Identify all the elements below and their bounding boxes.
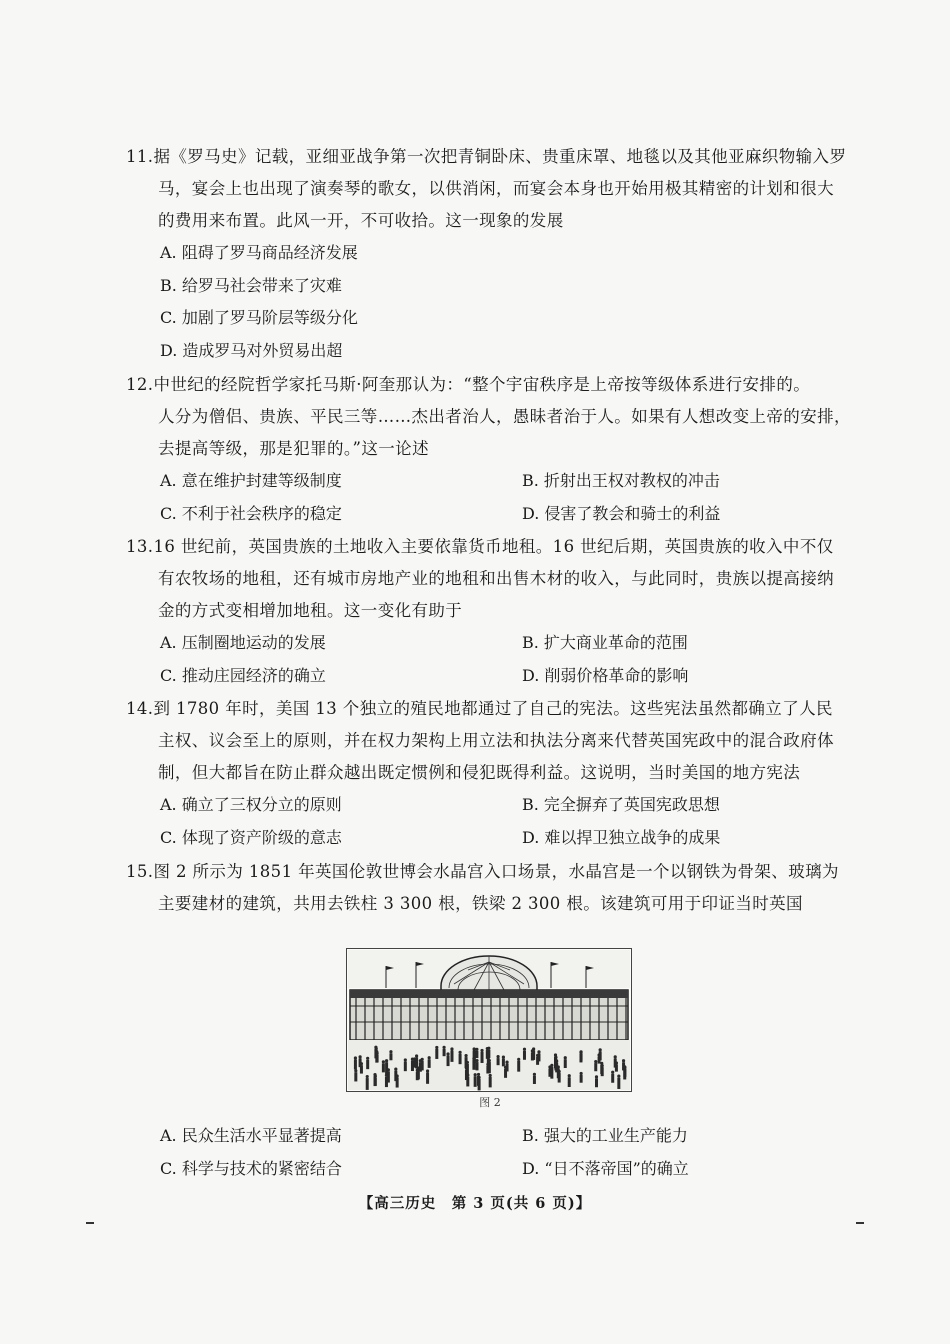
option-a: A. 民众生活水平显著提高: [160, 1126, 342, 1145]
question-stem-line: 主权、议会至上的原则，并在权力架构上用立法和执法分离来代替英国宪政中的混合政府体: [158, 731, 834, 750]
option-d: D. 造成罗马对外贸易出超: [160, 340, 343, 360]
question-stem-line: 金的方式变相增加地租。这一变化有助于: [158, 601, 463, 620]
question-15: [126, 856, 846, 920]
option-b: B. 扩大商业革命的范围: [522, 633, 688, 652]
question-stem-line: 11.据《罗马史》记载，亚细亚战争第一次把青铜卧床、贵重床罩、地毯以及其他亚麻织物输入罗: [126, 147, 847, 166]
option-a: A. 意在维护封建等级制度: [160, 471, 342, 490]
option-a: A. 阻碍了罗马商品经济发展: [160, 243, 358, 262]
question-stem-line: 12.中世纪的经院哲学家托马斯·阿奎那认为：“整个宇宙秩序是上帝按等级体系进行安排的。: [126, 375, 811, 394]
question-stem-line: 15.图 2 所示为 1851 年英国伦敦世博会水晶宫入口场景，水晶宫是一个以钢铁为骨架、玻璃为: [126, 862, 839, 881]
question-12: [126, 369, 851, 530]
question-13: [126, 531, 846, 692]
question-11: [126, 141, 846, 367]
option-a: A. 确立了三权分立的原则: [160, 795, 342, 814]
option-c: C. 不利于社会秩序的稳定: [160, 503, 342, 523]
option-c: C. 推动庄园经济的确立: [160, 665, 326, 685]
option-c: C. 加剧了罗马阶层等级分化: [160, 308, 358, 327]
option-c: C. 体现了资产阶级的意志: [160, 827, 342, 847]
page-footer: 【高三历史 第 3 页(共 6 页)】: [358, 1195, 592, 1212]
question-15-options: [126, 1120, 846, 1185]
question-stem-line: 人分为僧侣、贵族、平民三等……杰出者治人，愚昧者治于人。如果有人想改变上帝的安排，: [158, 407, 851, 426]
option-a: A. 压制圈地运动的发展: [160, 633, 326, 652]
option-c: C. 科学与技术的紧密结合: [160, 1158, 342, 1178]
option-d: D. 侵害了教会和骑士的利益: [522, 503, 721, 523]
crop-mark: [86, 1222, 94, 1224]
option-b: B. 给罗马社会带来了灾难: [160, 275, 342, 295]
crystal-palace-engraving-icon: [346, 948, 632, 1092]
option-d: D. 削弱价格革命的影响: [522, 665, 689, 685]
crop-mark: [856, 1222, 864, 1224]
figure-caption: 图 2: [479, 1096, 501, 1109]
question-stem-line: 马，宴会上也出现了演奏琴的歌女，以供消闲，而宴会本身也开始用极其精密的计划和很大: [158, 179, 834, 198]
question-stem-line: 去提高等级，那是犯罪的。”这一论述: [158, 439, 429, 458]
option-d: D. “日不落帝国”的确立: [522, 1158, 689, 1178]
question-stem-line: 制，但大都旨在防止群众越出既定惯例和侵犯既得利益。这说明，当时美国的地方宪法: [158, 763, 801, 782]
question-stem-line: 13.16 世纪前，英国贵族的土地收入主要依靠货币地租。16 世纪后期，英国贵族的收入中不仅: [126, 537, 834, 556]
question-14: [126, 693, 846, 854]
option-b: B. 折射出王权对教权的冲击: [522, 471, 720, 490]
question-stem-line: 14.到 1780 年时，美国 13 个独立的殖民地都通过了自己的宪法。这些宪法虽然都确立了人民: [126, 699, 833, 718]
question-stem-line: 主要建材的建筑，共用去铁柱 3 300 根，铁梁 2 300 根。该建筑可用于印证当时英国: [158, 894, 803, 913]
question-stem-line: 的费用来布置。此风一开，不可收拾。这一现象的发展: [158, 211, 564, 230]
question-stem-line: 有农牧场的地租，还有城市房地产业的地租和出售木材的收入，与此同时，贵族以提高接纳: [158, 569, 834, 588]
option-b: B. 完全摒弃了英国宪政思想: [522, 795, 720, 814]
option-b: B. 强大的工业生产能力: [522, 1126, 688, 1145]
option-d: D. 难以捍卫独立战争的成果: [522, 827, 721, 847]
